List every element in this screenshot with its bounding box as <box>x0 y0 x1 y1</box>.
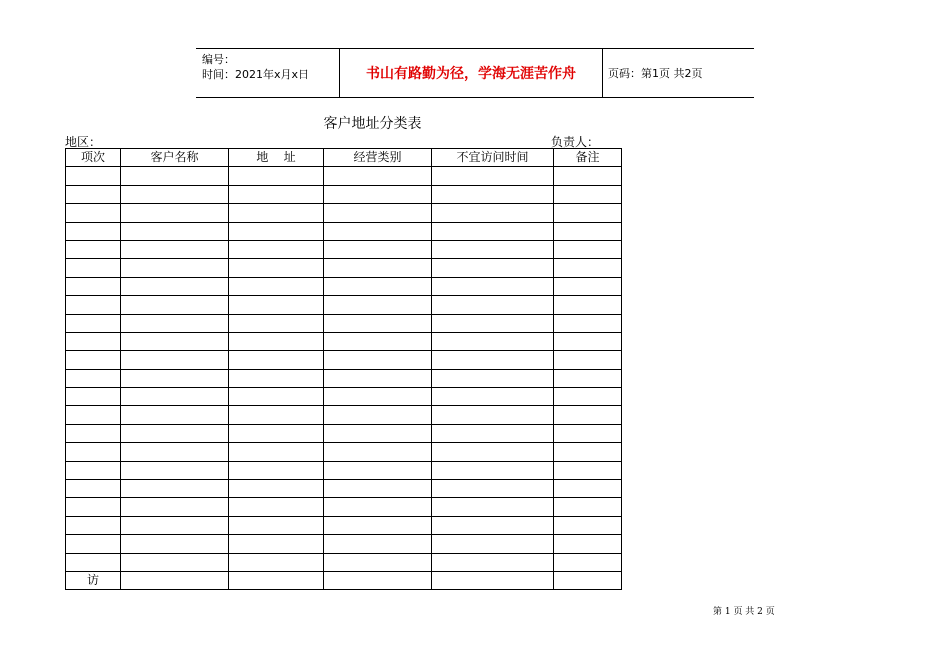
table-cell <box>229 240 324 258</box>
table-row <box>66 259 622 277</box>
table-cell <box>554 516 622 534</box>
time-label: 时间：2021年x月x日 <box>202 68 310 81</box>
table-cell <box>66 222 121 240</box>
table-cell <box>324 314 432 332</box>
table-cell <box>324 240 432 258</box>
table-row <box>66 443 622 461</box>
table-row <box>66 406 622 424</box>
table-row <box>66 277 622 295</box>
table-cell <box>324 167 432 185</box>
table-row <box>66 461 622 479</box>
table-row <box>66 314 622 332</box>
table-cell <box>121 332 229 350</box>
header-motto: 书山有路勤为径，学海无涯苦作舟 <box>340 49 603 97</box>
table-cell <box>121 498 229 516</box>
table-cell <box>121 351 229 369</box>
table-cell <box>554 443 622 461</box>
table-cell <box>554 240 622 258</box>
table-cell <box>324 204 432 222</box>
table-cell <box>432 351 554 369</box>
table-cell <box>554 406 622 424</box>
table-row <box>66 424 622 442</box>
table-cell <box>324 277 432 295</box>
table-cell <box>121 240 229 258</box>
table-cell <box>432 185 554 203</box>
table-cell <box>554 424 622 442</box>
region-label: 地区： <box>65 135 102 149</box>
table-cell <box>324 259 432 277</box>
table-cell <box>121 204 229 222</box>
table-cell <box>66 461 121 479</box>
table-cell <box>554 553 622 571</box>
table-cell <box>121 259 229 277</box>
table-cell <box>66 351 121 369</box>
column-header: 项次 <box>66 149 121 167</box>
table-cell <box>229 480 324 498</box>
table-cell <box>324 406 432 424</box>
table-cell <box>229 314 324 332</box>
table-cell <box>554 314 622 332</box>
table-cell <box>554 571 622 589</box>
page-header <box>196 48 754 98</box>
table-cell <box>66 424 121 442</box>
table-cell <box>66 185 121 203</box>
table-cell <box>432 204 554 222</box>
table-cell <box>66 553 121 571</box>
table-cell <box>432 259 554 277</box>
table-cell <box>432 277 554 295</box>
table-cell <box>554 461 622 479</box>
table-cell <box>229 222 324 240</box>
table-cell <box>432 222 554 240</box>
table-cell <box>324 222 432 240</box>
table-row <box>66 204 622 222</box>
table-cell <box>121 535 229 553</box>
column-header: 客户名称 <box>121 149 229 167</box>
table-cell <box>66 498 121 516</box>
table-cell <box>432 167 554 185</box>
customer-address-table <box>65 148 622 590</box>
table-cell <box>121 461 229 479</box>
table-cell <box>229 461 324 479</box>
table-cell <box>229 167 324 185</box>
table-header-row <box>66 149 622 167</box>
table-cell <box>66 480 121 498</box>
table-row <box>66 498 622 516</box>
table-row <box>66 351 622 369</box>
table-cell <box>554 204 622 222</box>
table-cell <box>121 424 229 442</box>
table-cell <box>121 185 229 203</box>
table-cell <box>121 296 229 314</box>
table-cell <box>66 240 121 258</box>
table-cell <box>554 259 622 277</box>
table-cell <box>229 443 324 461</box>
owner-label: 负责人： <box>551 135 600 149</box>
table-cell <box>432 443 554 461</box>
table-cell <box>121 443 229 461</box>
table-cell <box>554 296 622 314</box>
table-cell <box>229 259 324 277</box>
table-cell <box>121 314 229 332</box>
table-cell <box>66 277 121 295</box>
table-cell <box>324 185 432 203</box>
header-page-code <box>603 49 754 97</box>
table-cell <box>432 516 554 534</box>
table-row <box>66 535 622 553</box>
table-cell <box>66 259 121 277</box>
table-cell: 访 <box>66 571 121 589</box>
table-cell <box>432 314 554 332</box>
table-cell <box>432 369 554 387</box>
table-cell <box>324 516 432 534</box>
column-header: 地 址 <box>229 149 324 167</box>
table-cell <box>324 332 432 350</box>
table-cell <box>432 424 554 442</box>
table-cell <box>229 369 324 387</box>
table-cell <box>554 185 622 203</box>
number-label: 编号： <box>202 53 235 66</box>
table-cell <box>66 516 121 534</box>
table-cell <box>432 388 554 406</box>
table-cell <box>66 296 121 314</box>
table-cell <box>324 553 432 571</box>
table-row <box>66 296 622 314</box>
table-cell <box>324 351 432 369</box>
table-cell <box>66 443 121 461</box>
table-cell <box>432 553 554 571</box>
table-cell <box>121 222 229 240</box>
header-info <box>196 49 340 97</box>
column-header: 不宜访问时间 <box>432 149 554 167</box>
table-cell <box>324 498 432 516</box>
table-row <box>66 480 622 498</box>
table-cell <box>66 332 121 350</box>
table-cell <box>324 424 432 442</box>
table-row <box>66 222 622 240</box>
table-cell <box>229 571 324 589</box>
table-cell <box>554 369 622 387</box>
table-cell <box>554 535 622 553</box>
table-cell <box>121 406 229 424</box>
table-cell <box>554 277 622 295</box>
table-cell <box>229 351 324 369</box>
table-cell <box>554 351 622 369</box>
table-cell <box>554 498 622 516</box>
table-cell <box>229 535 324 553</box>
table-cell <box>121 167 229 185</box>
table-cell <box>324 535 432 553</box>
table-cell <box>229 296 324 314</box>
table-cell <box>432 240 554 258</box>
table-row <box>66 185 622 203</box>
table-cell <box>121 277 229 295</box>
table-cell <box>432 535 554 553</box>
table-cell <box>121 571 229 589</box>
table-cell <box>121 480 229 498</box>
table-cell <box>324 443 432 461</box>
document-title: 客户地址分类表 <box>323 116 422 132</box>
table-row <box>66 240 622 258</box>
table-body <box>66 167 622 590</box>
table-cell <box>432 498 554 516</box>
table-row <box>66 332 622 350</box>
table-cell <box>66 406 121 424</box>
table-cell <box>554 167 622 185</box>
table-cell <box>432 296 554 314</box>
table-cell <box>66 314 121 332</box>
table-cell <box>324 571 432 589</box>
column-header: 经营类别 <box>324 149 432 167</box>
page-code-text: 页码：第1页 共2页 <box>608 67 703 80</box>
table-cell <box>229 277 324 295</box>
table-cell <box>66 204 121 222</box>
table-cell <box>324 461 432 479</box>
table-cell <box>554 480 622 498</box>
table-cell <box>229 204 324 222</box>
table-cell <box>66 167 121 185</box>
table-cell <box>229 388 324 406</box>
table-cell <box>229 516 324 534</box>
page-footer: 第 1 页 共 2 页 <box>713 607 775 617</box>
table-cell <box>66 388 121 406</box>
table-cell <box>229 185 324 203</box>
table-row <box>66 553 622 571</box>
table-cell <box>229 424 324 442</box>
table-row <box>66 388 622 406</box>
table-cell <box>324 296 432 314</box>
table-cell <box>432 461 554 479</box>
table-row <box>66 571 622 589</box>
table-cell <box>66 535 121 553</box>
table-cell <box>229 498 324 516</box>
table-cell <box>554 222 622 240</box>
table-cell <box>121 369 229 387</box>
table-cell <box>229 406 324 424</box>
table-cell <box>324 388 432 406</box>
table-cell <box>432 406 554 424</box>
table-row <box>66 516 622 534</box>
table-cell <box>432 332 554 350</box>
table-cell <box>324 480 432 498</box>
column-header: 备注 <box>554 149 622 167</box>
table-row <box>66 167 622 185</box>
table-cell <box>432 571 554 589</box>
table-cell <box>121 553 229 571</box>
table-cell <box>66 369 121 387</box>
table-cell <box>121 388 229 406</box>
table-cell <box>229 332 324 350</box>
table-cell <box>229 553 324 571</box>
table-cell <box>554 388 622 406</box>
table-cell <box>324 369 432 387</box>
table-cell <box>432 480 554 498</box>
table-cell <box>554 332 622 350</box>
table-row <box>66 369 622 387</box>
table-cell <box>121 516 229 534</box>
